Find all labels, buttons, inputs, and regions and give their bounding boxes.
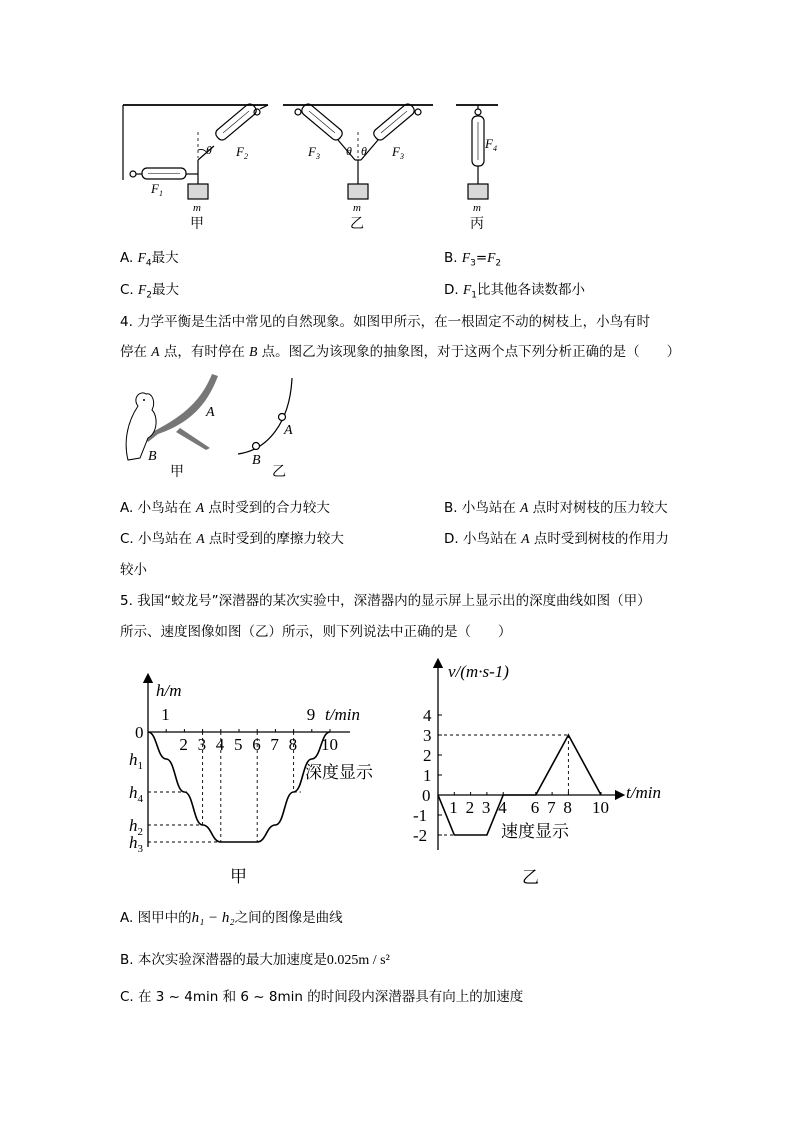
q4-option-d-continued: 较小 — [120, 562, 147, 578]
velocity-x-tick: 4 — [498, 798, 507, 817]
velocity-y-tick: 2 — [423, 746, 432, 765]
velocity-x-tick: 3 — [481, 798, 491, 817]
bird-branch-figure — [118, 372, 308, 482]
depth-x-tick: 1 — [161, 705, 170, 724]
velocity-y-tick: 4 — [423, 706, 432, 725]
f1-sub: 1 — [158, 189, 163, 198]
f2-label: F — [236, 144, 244, 159]
q4-stem-line1: 4. 力学平衡是生活中常见的自然现象。如图甲所示，在一根固定不动的树枝上，小鸟有时 — [120, 314, 651, 330]
f3-right-label: F — [392, 144, 400, 159]
depth-x-tick: 5 — [234, 735, 243, 754]
velocity-x-tick: 0 — [422, 786, 431, 805]
f3-right-sub: 3 — [399, 152, 404, 161]
velocity-x-tick: 6 — [530, 798, 540, 817]
q4-option-c[interactable]: C. 小鸟站在 A 点时受到的摩擦力较大 — [120, 531, 344, 547]
f1-label: F — [151, 181, 159, 196]
f2-sub: 2 — [243, 152, 248, 161]
q5-stem-line1: 5. 我国“蛟龙号”深潜器的某次实验中，深潜器内的显示屏上显示出的深度曲线如图（甲） — [120, 593, 651, 609]
point-b-label-jia: B — [148, 449, 157, 464]
velocity-x-tick: 7 — [547, 798, 556, 817]
f4-label: F — [485, 136, 493, 151]
depth-y-tick: $h_1$ — [129, 750, 143, 772]
velocity-y-tick: 3 — [423, 726, 432, 745]
velocity-chart-caption: 乙 — [522, 868, 539, 887]
velocity-line — [438, 735, 601, 835]
velocity-x-tick: 1 — [449, 798, 458, 817]
svg-text:F1 — [150, 181, 163, 198]
svg-text:F3 — [391, 144, 404, 161]
caption-bing: 丙 — [470, 217, 484, 232]
q4-option-b[interactable]: B. 小鸟站在 A 点时对树枝的压力较大 — [444, 500, 668, 516]
depth-ylabel: h/m — [156, 681, 182, 700]
velocity-x-tick: 2 — [465, 798, 475, 817]
figure-yi-arc — [238, 378, 292, 454]
velocity-x-tick: 8 — [563, 798, 572, 817]
depth-x-tick: 3 — [197, 735, 207, 754]
mass-label-jia: m — [193, 202, 201, 214]
q5-option-a[interactable]: A. 图甲中的h₁ − h₂之间的图像是曲线 — [120, 910, 343, 926]
figure-bing — [456, 105, 498, 199]
velocity-x-tick: 10 — [592, 798, 609, 817]
point-a-label-yi: A — [284, 423, 293, 438]
depth-x-tick: 6 — [252, 735, 261, 754]
caption-jia: 甲 — [190, 217, 204, 232]
figure-yi — [283, 102, 433, 199]
svg-text:F2 — [235, 144, 248, 161]
point-a-label-jia: A — [206, 405, 215, 420]
f4-sub: 4 — [492, 144, 497, 153]
caption-yi: 乙 — [350, 217, 364, 232]
velocity-chart — [408, 655, 683, 895]
theta-right-yi: θ — [361, 144, 367, 158]
velocity-ylabel: v/(m·s-1) — [448, 662, 509, 681]
mass-label-yi: m — [353, 202, 361, 214]
depth-y-tick: $h_4$ — [129, 783, 143, 805]
depth-x-tick: 9 — [306, 705, 316, 724]
depth-chart-title: 深度显示 — [305, 763, 373, 782]
depth-chart — [125, 672, 395, 892]
f3-left-sub: 3 — [315, 152, 320, 161]
q3-option-a[interactable]: A. $F_4$最大 — [120, 250, 179, 269]
depth-x-tick: 8 — [288, 735, 298, 754]
depth-x-tick: 2 — [179, 735, 188, 754]
depth-x-tick: 7 — [270, 735, 279, 754]
q5-stem-line2: 所示、速度图像如图（乙）所示，则下列说法中正确的是（ ） — [120, 624, 512, 640]
caption-yi-arc: 乙 — [272, 465, 286, 480]
f3-left-label: F — [308, 144, 316, 159]
q4-stem-line2: 停在 A 点，有时停在 B 点。图乙为该现象的抽象图，对于这两个点下列分析正确的是（ ） — [120, 344, 681, 360]
svg-text:F3 — [307, 144, 320, 161]
mass-label-bing: m — [473, 202, 481, 214]
figure-jia-bird — [126, 374, 218, 460]
svg-text:F4 — [484, 136, 497, 153]
depth-x-tick: 10 — [321, 735, 338, 754]
velocity-chart-title: 速度显示 — [501, 822, 569, 841]
depth-x-tick: 4 — [215, 735, 225, 754]
depth-xlabel: t/min — [325, 705, 360, 724]
velocity-y-tick: -2 — [413, 826, 428, 845]
q3-option-b[interactable]: B. $F_3=F_2$ — [444, 250, 502, 269]
velocity-y-tick: -1 — [413, 806, 428, 825]
q4-option-a[interactable]: A. 小鸟站在 A 点时受到的合力较大 — [120, 500, 330, 516]
q4-option-d[interactable]: D. 小鸟站在 A 点时受到树枝的作用力 — [444, 531, 669, 547]
point-b-label-yi: B — [252, 453, 261, 468]
q5-option-c[interactable]: C. 在 3 ~ 4min 和 6 ~ 8min 的时间段内深潜器具有向上的加速度 — [120, 989, 524, 1005]
caption-jia-bird: 甲 — [170, 465, 184, 480]
q3-option-c[interactable]: C. $F_2$最大 — [120, 282, 179, 301]
theta-left-yi: θ — [346, 144, 352, 158]
depth-y-tick: $h_3$ — [129, 833, 143, 855]
theta-label-jia: θ — [206, 143, 212, 157]
spring-scale-figure — [118, 98, 508, 238]
depth-origin-label: 0 — [135, 723, 144, 742]
depth-y-tick: $h_2$ — [129, 816, 143, 838]
q3-option-d[interactable]: D. $F_1$比其他各读数都小 — [444, 282, 585, 301]
figure-jia — [123, 102, 268, 199]
depth-chart-caption: 甲 — [230, 867, 247, 886]
velocity-y-tick: 1 — [423, 766, 432, 785]
q5-option-b[interactable]: B. 本次实验深潜器的最大加速度是0.025m / s² — [120, 952, 390, 968]
velocity-xlabel: t/min — [626, 783, 661, 802]
